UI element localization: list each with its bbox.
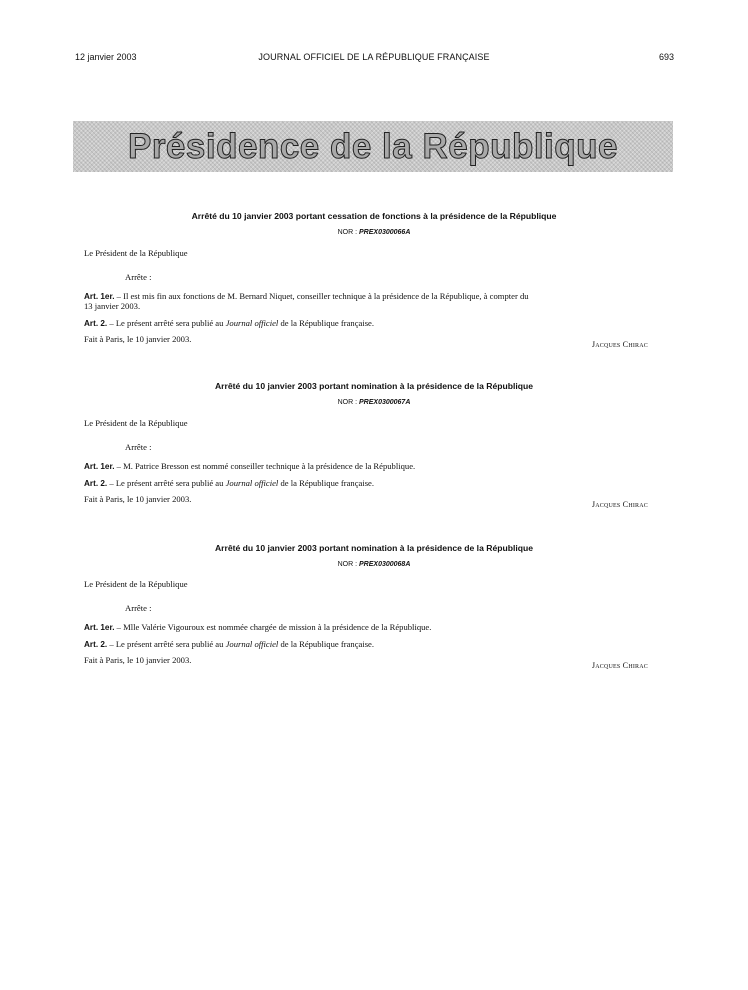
fait-a-paris: Fait à Paris, le 10 janvier 2003. <box>84 655 192 665</box>
article-text: de la République française. <box>278 478 375 488</box>
article-1 <box>84 622 674 633</box>
article-1-continued: 13 janvier 2003. <box>84 301 141 311</box>
article-text: de la République française. <box>278 318 375 328</box>
journal-officiel-italic: Journal officiel <box>225 639 279 649</box>
nor-value: PREX0300066A <box>359 229 411 236</box>
article-label: Art. 2. <box>84 640 108 649</box>
nor-label: NOR : <box>337 229 358 236</box>
article-label: Art. 2. <box>84 479 108 488</box>
signature: Jacques Chirac <box>591 661 648 670</box>
arrete-word: Arrête : <box>125 442 152 452</box>
arrete-title: Arrêté du 10 janvier 2003 portant nomination à la présidence de la République <box>214 381 534 391</box>
nor-reference <box>0 399 748 406</box>
article-text: – Le présent arrêté sera publié au <box>107 318 226 328</box>
arrete-title: Arrêté du 10 janvier 2003 portant nomination à la présidence de la République <box>214 543 534 553</box>
preamble: Le Président de la République <box>84 579 188 589</box>
article-text: – M. Patrice Bresson est nommé conseiller technique à la présidence de la République. <box>114 461 416 471</box>
article-label: Art. 1er. <box>84 292 115 301</box>
article-1 <box>84 461 674 472</box>
article-2 <box>84 318 674 329</box>
article-text: – Le présent arrêté sera publié au <box>107 639 226 649</box>
preamble: Le Président de la République <box>84 418 188 428</box>
signature: Jacques Chirac <box>591 500 648 509</box>
issue-date: 12 janvier 2003 <box>75 52 137 62</box>
article-2 <box>84 639 674 650</box>
arrete-word: Arrête : <box>125 603 152 613</box>
fait-a-paris: Fait à Paris, le 10 janvier 2003. <box>84 494 192 504</box>
nor-label: NOR : <box>337 561 358 568</box>
arrete-title: Arrêté du 10 janvier 2003 portant cessation de fonctions à la présidence de la République <box>191 211 557 221</box>
nor-value: PREX0300068A <box>359 561 411 568</box>
article-text: – Il est mis fin aux fonctions de M. Bernard Niquet, conseiller technique à la présidence de la République, à compter du <box>114 291 529 301</box>
journal-officiel-italic: Journal officiel <box>225 318 279 328</box>
journal-officiel-italic: Journal officiel <box>225 478 279 488</box>
article-label: Art. 2. <box>84 319 108 328</box>
fait-a-paris: Fait à Paris, le 10 janvier 2003. <box>84 334 192 344</box>
nor-label: NOR : <box>337 399 358 406</box>
article-text: de la République française. <box>278 639 375 649</box>
signature: Jacques Chirac <box>591 340 648 349</box>
article-text: – Mlle Valérie Vigouroux est nommée chargée de mission à la présidence de la République. <box>114 622 432 632</box>
banner-title: Présidence de la République <box>127 127 619 166</box>
nor-reference <box>0 229 748 236</box>
article-label: Art. 1er. <box>84 623 115 632</box>
preamble: Le Président de la République <box>84 248 188 258</box>
nor-value: PREX0300067A <box>359 399 411 406</box>
nor-reference <box>0 561 748 568</box>
section-banner <box>73 121 673 172</box>
article-text: – Le présent arrêté sera publié au <box>107 478 226 488</box>
journal-title: JOURNAL OFFICIEL DE LA RÉPUBLIQUE FRANÇAISE <box>258 52 490 62</box>
arrete-word: Arrête : <box>125 272 152 282</box>
page-number: 693 <box>658 52 674 62</box>
article-2 <box>84 478 674 489</box>
article-label: Art. 1er. <box>84 462 115 471</box>
